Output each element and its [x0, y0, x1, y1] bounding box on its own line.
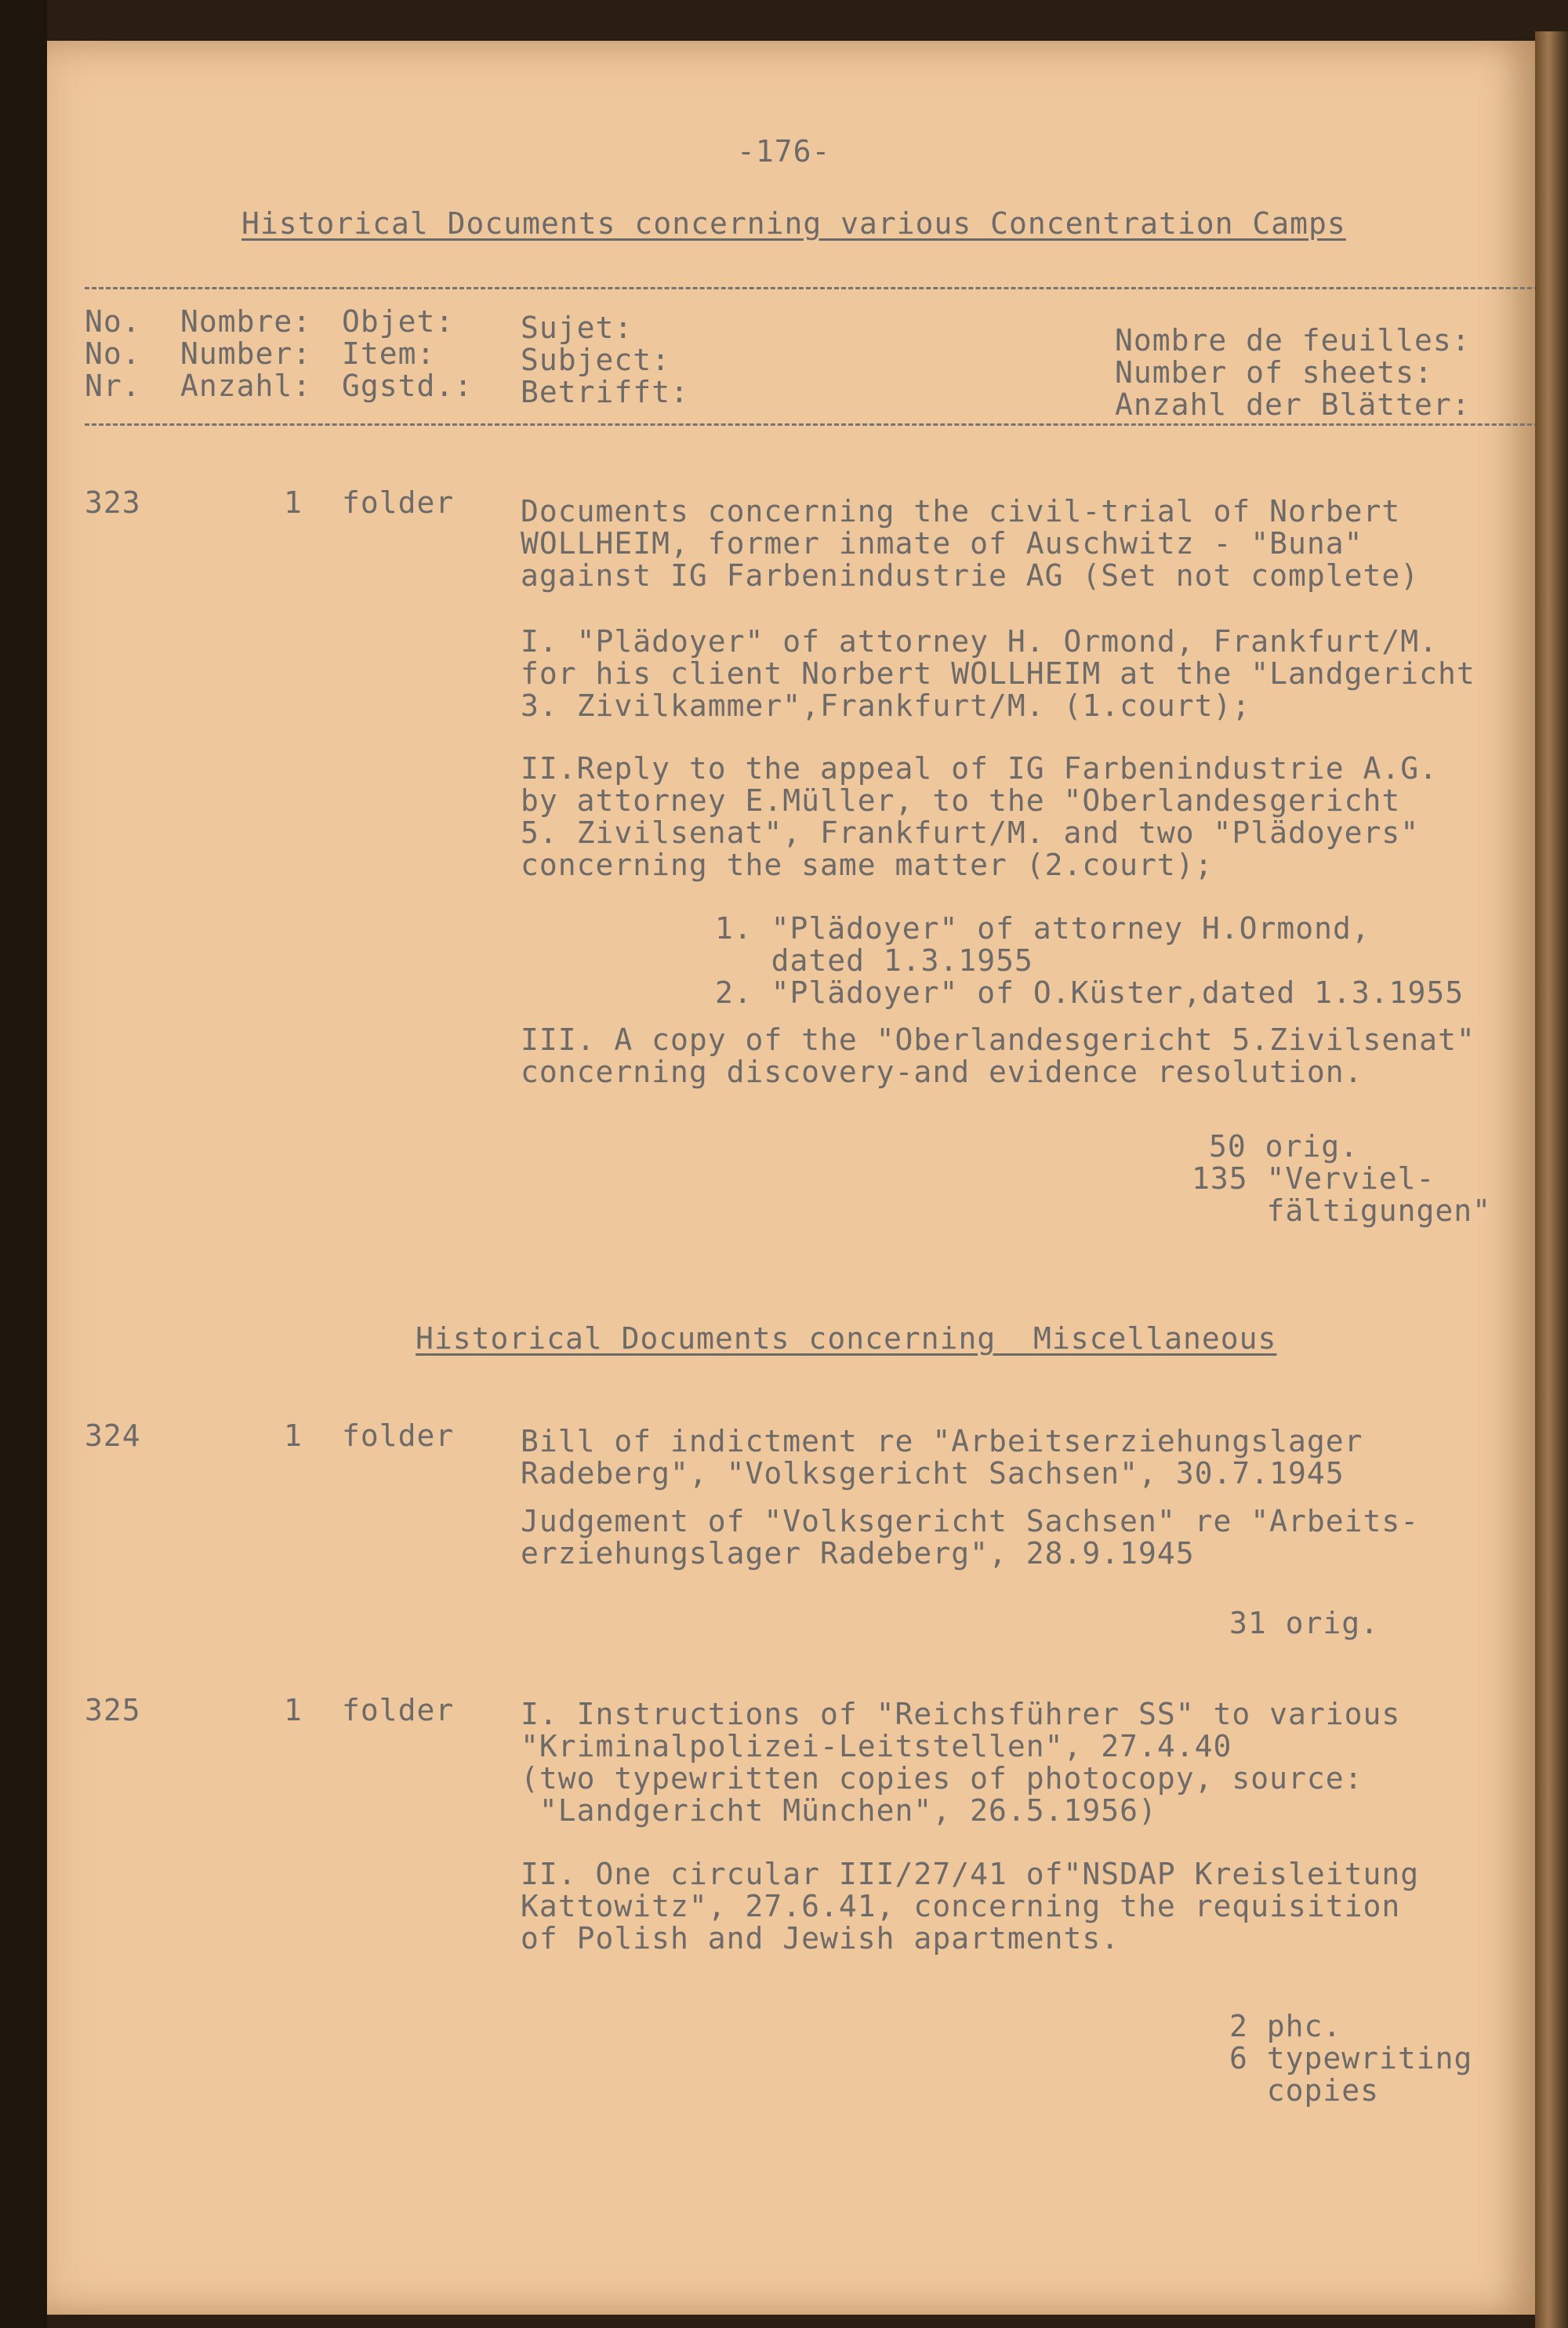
book-page-edge [1535, 31, 1568, 2328]
sheets-line: 135 "Verviel- [1192, 1161, 1436, 1196]
header-text: No. [85, 336, 141, 371]
sheets-line: 50 orig. [1209, 1129, 1359, 1164]
entry-item: folder [342, 1418, 455, 1453]
subject-line: against IG Farbenindustrie AG (Set not complete) [521, 558, 1420, 593]
subject-line: Kattowitz", 27.6.41, concerning the requisition [521, 1889, 1401, 1923]
header-col-no [85, 306, 141, 402]
page-number: -176- [737, 134, 831, 169]
subject-line: Bill of indictment re "Arbeitserziehungslager [521, 1424, 1363, 1458]
book-spine-shadow [0, 0, 47, 2328]
subject-line: 3. Zivilkammer",Frankfurt/M. (1.court); [521, 688, 1251, 723]
subject-line: III. A copy of the "Oberlandesgericht 5.Zivilsenat" [521, 1022, 1475, 1057]
subject-line: dated 1.3.1955 [715, 943, 1033, 978]
entry-number: 1 [284, 485, 303, 520]
entry-item: folder [342, 485, 455, 520]
sheets-line: 2 phc. [1229, 2009, 1342, 2043]
header-text: Objet: [342, 304, 455, 339]
entry-subject [521, 1698, 1400, 1827]
subject-line: I. "Plädoyer" of attorney H. Ormond, Frankfurt/M. [521, 624, 1439, 659]
subject-line: 1. "Plädoyer" of attorney H.Ormond, [715, 911, 1370, 946]
sheets-line: 31 orig. [1229, 1606, 1380, 1640]
sheets-line: 6 typewriting [1229, 2041, 1473, 2076]
header-col-item [342, 306, 473, 402]
subject-line: by attorney E.Müller, to the "Oberlandesgericht [521, 783, 1401, 818]
subject-line: Radeberg", "Volksgericht Sachsen", 30.7.1945 [521, 1456, 1345, 1491]
entry-item: folder [342, 1693, 455, 1727]
subject-line: of Polish and Jewish apartments. [521, 1921, 1120, 1956]
subject-line: I. Instructions of "Reichsführer SS" to various [521, 1697, 1401, 1731]
header-rule-top [85, 287, 1568, 289]
subject-line: concerning the same matter (2.court); [521, 848, 1214, 882]
header-text: Item: [342, 336, 436, 371]
header-text: Anzahl der Blätter: [1115, 387, 1471, 422]
entry-subject-part-2 [521, 753, 1438, 881]
header-text: Ggstd.: [342, 369, 474, 403]
entry-subject-part-2 [521, 1858, 1419, 1955]
entry-subject-part-1 [521, 626, 1475, 722]
entry-subject-part-2 [521, 1505, 1419, 1570]
entry-no: 323 [85, 485, 141, 520]
header-text: Number: [180, 336, 312, 371]
subject-line: erziehungslager Radeberg", 28.9.1945 [521, 1536, 1195, 1571]
subject-line: (two typewritten copies of photocopy, source: [521, 1761, 1363, 1796]
subject-line: "Kriminalpolizei-Leitstellen", 27.4.40 [521, 1729, 1232, 1763]
subject-line: for his client Norbert WOLLHEIM at the "Landgericht [521, 656, 1475, 691]
header-text: Subject: [521, 343, 671, 377]
document-page [47, 41, 1537, 2315]
header-text: Nombre de feuilles: [1115, 323, 1471, 358]
section-title-camps: Historical Documents concerning various Concentration Camps [241, 206, 1346, 241]
header-text: Number of sheets: [1115, 355, 1433, 390]
header-col-number [180, 306, 311, 402]
entry-no: 324 [85, 1418, 141, 1453]
header-text: Betrifft: [521, 375, 689, 409]
section-title-misc: Historical Documents concerning Miscellaneous [416, 1321, 1277, 1356]
subject-line: WOLLHEIM, former inmate of Auschwitz - "Buna" [521, 526, 1363, 561]
header-text: Anzahl: [180, 369, 312, 403]
header-rule-bottom [85, 423, 1568, 426]
header-text: Nr. [85, 369, 141, 403]
entry-sheets [1192, 1131, 1491, 1227]
entry-sheets [1229, 1607, 1379, 1640]
subject-line: Judgement of "Volksgericht Sachsen" re "Arbeits- [521, 1504, 1420, 1538]
subject-line: "Landgericht München", 26.5.1956) [521, 1793, 1157, 1828]
entry-sheets [1229, 2010, 1472, 2107]
header-text: No. [85, 304, 141, 339]
header-col-subject [521, 312, 689, 409]
header-col-sheets [1115, 325, 1471, 421]
entry-number: 1 [284, 1693, 303, 1727]
sheets-line: copies [1229, 2073, 1380, 2108]
subject-line: 2. "Plädoyer" of O.Küster,dated 1.3.1955 [715, 975, 1465, 1010]
sheets-line: fältigungen" [1192, 1193, 1492, 1228]
entry-no: 325 [85, 1693, 141, 1727]
entry-subject [521, 496, 1419, 592]
entry-subject-part-3 [521, 1024, 1475, 1088]
subject-line: concerning discovery-and evidence resolution. [521, 1055, 1363, 1089]
entry-subject [521, 1425, 1363, 1490]
header-text: Sujet: [521, 311, 633, 345]
entry-subject-sublist [715, 913, 1464, 1009]
subject-line: Documents concerning the civil-trial of Norbert [521, 494, 1401, 528]
subject-line: 5. Zivilsenat", Frankfurt/M. and two "Plädoyers" [521, 815, 1420, 850]
subject-line: II. One circular III/27/41 of"NSDAP Kreisleitung [521, 1857, 1420, 1891]
subject-line: II.Reply to the appeal of IG Farbenindustrie A.G. [521, 751, 1439, 786]
entry-number: 1 [284, 1418, 303, 1453]
header-text: Nombre: [180, 304, 312, 339]
